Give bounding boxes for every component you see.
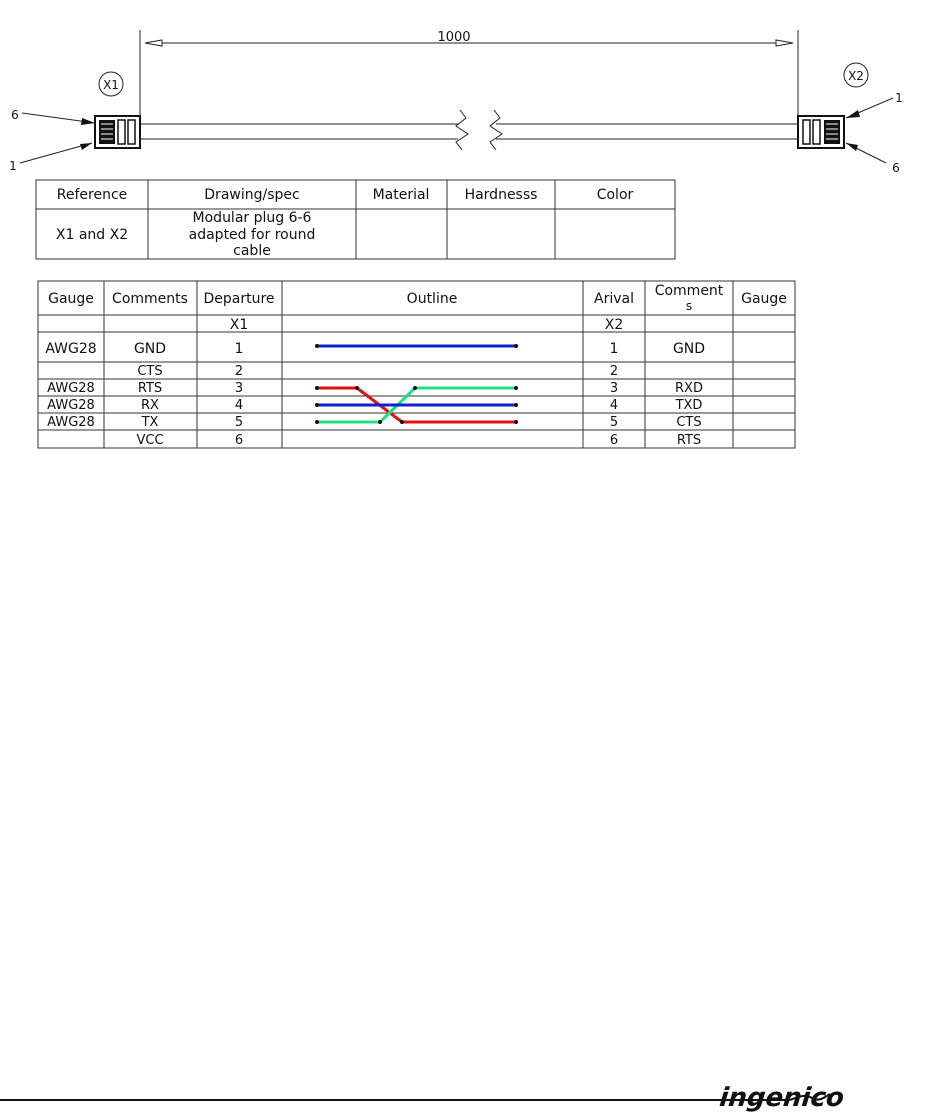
- spec-drawing-line2: adapted for round: [188, 227, 316, 243]
- table-row: [47, 381, 703, 396]
- wiring-header-gauge: Gauge: [48, 291, 94, 307]
- spec-header-material: Material: [372, 187, 430, 203]
- row-arrival: 6: [609, 433, 619, 448]
- wiring-header-departure: Departure: [203, 291, 275, 307]
- wiring-header-comments-right-2: s: [685, 299, 693, 313]
- dimension-1000: [140, 30, 798, 148]
- row-arrival: 1: [609, 341, 619, 357]
- spec-header-hardness: Hardnesss: [464, 187, 538, 203]
- row-comment-right: CTS: [676, 415, 702, 430]
- connector-x1: [20, 72, 140, 163]
- wiring-header-outline: Outline: [406, 291, 458, 307]
- dimension-label: 1000: [437, 30, 471, 45]
- row-arrival: 3: [609, 381, 619, 396]
- spec-table: [36, 180, 675, 259]
- row-comment: CTS: [137, 364, 163, 379]
- row-gauge: AWG28: [45, 341, 97, 357]
- row-comment: RTS: [137, 381, 163, 396]
- row-departure: 1: [234, 341, 244, 357]
- row-arrival: 5: [609, 415, 619, 430]
- wire-outline: [317, 346, 516, 422]
- spec-header-color: Color: [596, 187, 634, 203]
- row-departure: 4: [234, 398, 244, 413]
- wiring-subheader-x2: X2: [604, 317, 624, 333]
- row-comment: GND: [133, 341, 167, 357]
- spec-reference-value: X1 and X2: [55, 227, 129, 243]
- wire-endpoints: [315, 344, 518, 424]
- wiring-header-gauge-right: Gauge: [741, 291, 787, 307]
- x2-pin-bottom-label: 6: [892, 161, 900, 175]
- wiring-header-arrival: Arival: [594, 291, 634, 307]
- x1-pin-bottom-label: 1: [9, 159, 17, 173]
- table-row: [137, 364, 618, 379]
- balloon-x2-label: X2: [848, 69, 864, 83]
- connector-x2: [798, 63, 893, 163]
- wiring-header-comments: Comments: [112, 291, 188, 307]
- row-comment-right: GND: [672, 341, 706, 357]
- row-gauge: AWG28: [47, 398, 95, 413]
- wiring-subheader-x1: X1: [229, 317, 249, 333]
- row-comment: TX: [141, 415, 159, 430]
- row-gauge: AWG28: [47, 415, 95, 430]
- row-comment-right: TXD: [675, 398, 703, 413]
- row-departure: 6: [234, 433, 244, 448]
- balloon-x1-label: X1: [103, 78, 119, 92]
- spec-header-drawing: Drawing/spec: [204, 187, 300, 203]
- ingenico-logo: ingenico: [718, 1083, 846, 1113]
- cable-body: [140, 110, 798, 150]
- row-arrival: 4: [609, 398, 619, 413]
- row-comment: RX: [141, 398, 159, 413]
- row-comment-right: RTS: [676, 433, 702, 448]
- row-departure: 5: [234, 415, 244, 430]
- table-row: [136, 433, 701, 448]
- row-arrival: 2: [609, 364, 619, 379]
- row-comment-right: RXD: [675, 381, 703, 396]
- wiring-header-comments-right-1: Comment: [654, 283, 724, 299]
- row-departure: 2: [234, 364, 244, 379]
- spec-header-reference: Reference: [56, 187, 128, 203]
- table-row: [45, 341, 705, 357]
- x2-pin-top-label: 1: [895, 91, 903, 105]
- row-gauge: AWG28: [47, 381, 95, 396]
- spec-drawing-line3: cable: [233, 243, 271, 259]
- row-departure: 3: [234, 381, 244, 396]
- x1-pin-top-label: 6: [11, 108, 19, 122]
- spec-drawing-line1: Modular plug 6-6: [192, 210, 312, 226]
- row-comment: VCC: [136, 433, 164, 448]
